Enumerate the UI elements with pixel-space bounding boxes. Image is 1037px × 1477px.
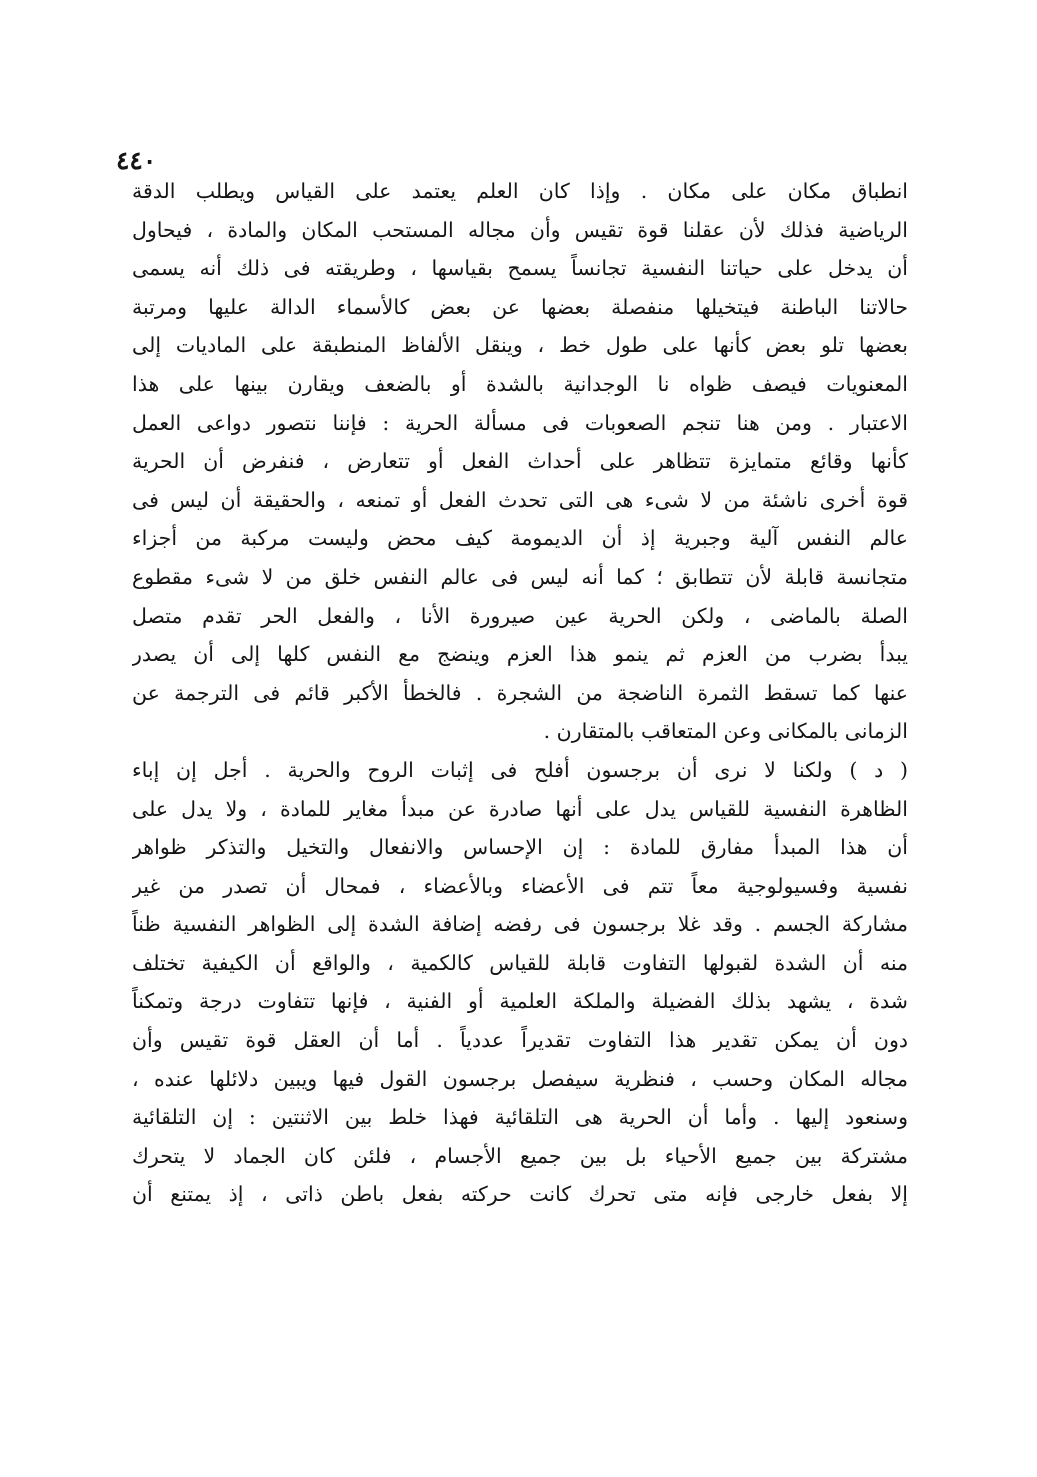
text-line: دون أن يمكن تقدير هذا التفاوت تقديراً عددياً . أما أن العقل قوة تقيس وأن [132,1028,908,1053]
text-line: مشاركة الجسم . وقد غلا برجسون فى رفضه إضافة الشدة إلى الظواهر النفسية ظناً [132,912,908,937]
text-line: الظاهرة النفسية للقياس يدل على أنها صادرة عن مبدأ مغاير للمادة ، ولا يدل على [132,796,908,821]
text-line: عنها كما تسقط الثمرة الناضجة من الشجرة . فالخطأ الأكبر قائم فى الترجمة عن [132,680,908,705]
text-line: كأنها وقائع متمايزة تتظاهر على أحداث الفعل أو تتعارض ، فنفرض أن الحرية [132,449,908,474]
text-line: متجانسة قابلة لأن تتطابق ؛ كما أنه ليس فى عالم النفس خلق من لا شىء مقطوع [132,564,908,589]
text-line: أن هذا المبدأ مفارق للمادة : إن الإحساس والانفعال والتخيل والتذكر ظواهر [132,835,908,860]
text-line: وسنعود إليها . وأما أن الحرية هى التلقائية فهذا خلط بين الاثنتين : إن التلقائية [132,1105,908,1130]
text-line: يبدأ بضرب من العزم ثم ينمو هذا العزم وينضج مع النفس كلها إلى أن يصدر [132,642,908,667]
text-line: الصلة بالماضى ، ولكن الحرية عين صيرورة الأنا ، والفعل الحر تقدم متصل [132,603,908,628]
page-number: ٤٤٠ [116,146,157,175]
text-line: حالاتنا الباطنة فيتخيلها منفصلة بعضها عن بعض كالأسماء الدالة عليها ومرتبة [132,294,908,319]
body-text [132,172,908,1214]
paragraph-1 [132,172,908,751]
text-line: قوة أخرى ناشئة من لا شىء هى التى تحدث الفعل أو تمنعه ، والحقيقة أن ليس فى [132,487,908,512]
paragraph-2 [132,751,908,1214]
text-line: انطباق مكان على مكان . وإذا كان العلم يعتمد على القياس ويطلب الدقة [132,179,908,203]
text-line: ( د ) ولكنا لا نرى أن برجسون أفلح فى إثبات الروح والحرية . أجل إن إباء [132,757,908,782]
text-line: مجاله المكان وحسب ، فنظرية سيفصل برجسون القول فيها ويبين دلائلها عنده ، [132,1066,908,1091]
text-line: مشتركة بين جميع الأحياء بل بين جميع الأجسام ، فلئن كان الجماد لا يتحرك [132,1143,908,1168]
text-line: بعضها تلو بعض كأنها على طول خط ، وينقل الألفاظ المنطبقة على الماديات إلى [132,333,908,358]
text-line: الرياضية فذلك لأن عقلنا قوة تقيس وأن مجاله المستحب المكان والمادة ، فيحاول [132,217,908,242]
text-line: الاعتبار . ومن هنا تنجم الصعوبات فى مسألة الحرية : فإننا نتصور دواعى العمل [132,410,908,435]
text-line: إلا بفعل خارجى فإنه متى تحرك كانت حركته بفعل باطن ذاتى ، إذ يمتنع أن [132,1182,908,1207]
text-line: منه أن الشدة لقبولها التفاوت قابلة للقياس كالكمية ، والواقع أن الكيفية تختلف [132,950,908,975]
text-line: أن يدخل على حياتنا النفسية تجانساً يسمح بقياسها ، وطريقته فى ذلك أنه يسمى [132,256,908,281]
text-line: المعنويات فيصف ظواه نا الوجدانية بالشدة أو بالضعف ويقارن بينها على هذا [132,371,908,396]
text-line: الزمانى بالمكانى وعن المتعاقب بالمتقارن . [543,719,908,744]
text-line: نفسية وفسيولوجية معاً تتم فى الأعضاء وبالأعضاء ، فمحال أن تصدر من غير [132,873,908,898]
text-line: عالم النفس آلية وجبرية إذ أن الديمومة كيف محض وليست مركبة من أجزاء [132,526,908,551]
text-line: شدة ، يشهد بذلك الفضيلة والملكة العلمية أو الفنية ، فإنها تتفاوت درجة وتمكناً [132,989,908,1014]
